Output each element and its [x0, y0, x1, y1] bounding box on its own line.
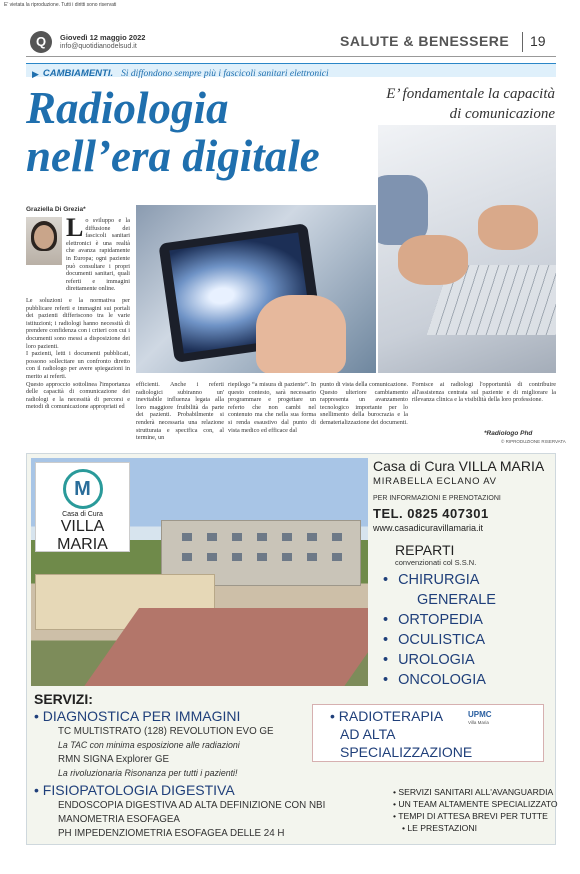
list-item: • TEMPI DI ATTESA BREVI PER TUTTE [393, 810, 558, 822]
subhead-line: di comunicazione [449, 106, 555, 122]
keyboard-photo [378, 125, 556, 373]
list-item: • OCULISTICA [383, 630, 496, 650]
dropcap: L [66, 213, 84, 242]
list-item: • ONCOLOGIA [383, 670, 496, 690]
service-item: RMN SIGNA Explorer GE [58, 754, 170, 765]
article-paragraph: Questo approccio sottolinea l'importanza delle capacità di comunicazione dei radiologi e la necessità di percorsi e metodi di comunicazione appropriati ed [26, 380, 130, 411]
author-signature: *Radiologo Phd [484, 430, 533, 437]
service-note: La TAC con minima esposizione alle radiazioni [58, 740, 240, 750]
service-heading-text: DIAGNOSTICA PER IMMAGINI [42, 708, 241, 724]
rights-note: © RIPRODUZIONE RISERVATA [501, 439, 566, 444]
logo-mark: M [63, 469, 103, 509]
upmc-subtitle: Villa Maria [468, 720, 489, 725]
divider [26, 56, 556, 57]
service-item: ENDOSCOPIA DIGESTIVA AD ALTA DEFINIZIONE CON NBI [58, 800, 326, 811]
article-subhead [370, 84, 555, 124]
issue-date: Giovedì 12 maggio 2022 [60, 33, 146, 42]
article-paragraph: Le soluzioni e la normativa per pubblicare referti e immagini sui portali dei pazienti differiscono tra le varie istituzioni; i radiologi hanno necessità di prendere confidenza con i criteri con cui i documenti sono messi a disposizione dei loro pazienti. [26, 297, 130, 350]
service-item: TC MULTISTRATO (128) REVOLUTION EVO GE [58, 726, 274, 737]
article-paragraph: o sviluppo e la diffusione dei fascicoli sanitari elettronici è una realtà che avanza rapidamente in Europa; ogni paziente può consultare i propri documenti sanitari, quali referti e immagini direttamente online. [66, 217, 130, 293]
clinic-name: Casa di Cura VILLA MARIA [373, 458, 545, 474]
website-link[interactable]: www.casadicuravillamaria.it [373, 523, 484, 533]
list-item: • UN TEAM ALTAMENTE SPECIALIZZATO [393, 798, 558, 810]
copyright-note: E' vietata la riproduzione. Tutti i diritti sono riservati [4, 2, 117, 8]
list-item: • LE PRESTAZIONI [402, 822, 558, 834]
servizi-title: SERVIZI: [34, 691, 93, 707]
headline-line: Radiologia [26, 83, 229, 133]
features-list [393, 786, 558, 834]
service-item: MANOMETRIA ESOFAGEA [58, 814, 180, 825]
list-item: • CHIRURGIA [383, 570, 496, 590]
article-column-1 [26, 297, 130, 411]
kicker-label: CAMBIAMENTI. [42, 68, 114, 79]
contact-email[interactable]: info@quotidianodelsud.it [60, 43, 137, 50]
xray-tablet-photo [136, 205, 376, 373]
logo-big-text: VILLA MARIA [57, 518, 108, 553]
headline-line: nell’era digitale [26, 131, 320, 181]
clinic-photo [31, 458, 368, 686]
reparti-list [383, 570, 496, 690]
logo-small-text: Casa di Cura [62, 511, 103, 518]
triangle-icon: ▶ [32, 69, 39, 79]
radio-line: • RADIOTERAPIA [330, 708, 444, 724]
clinic-location: MIRABELLA ECLANO AV [373, 476, 497, 487]
article-headline [26, 84, 386, 180]
article-paragraph: I pazienti, letti i documenti pubblicati, possono sollecitare un confronto diretto con il radiologo per avere spiegazioni in merito ai referti. [26, 350, 130, 380]
kicker-bar [26, 63, 556, 77]
service-note: La rivoluzionaria Risonanza per tutti i pazienti! [58, 768, 238, 778]
radio-line: SPECIALIZZAZIONE [340, 744, 473, 760]
service-heading: • FISIOPATOLOGIA DIGESTIVA [34, 782, 235, 798]
radio-line: AD ALTA [340, 726, 396, 742]
newspaper-logo: Q [30, 31, 52, 53]
list-item: • SERVIZI SANITARI ALL'AVANGUARDIA [393, 786, 558, 798]
reparti-subtitle: convenzionati col S.S.N. [395, 558, 477, 567]
article-column-2: efficienti. Anche i referti radiologici subiranno un' inevitabile influenza legata alla loro maggiore fruibilità da parte dei pazienti. Probabilmente si renderà necessaria una relazione strutturata e specifica con, al termine, un [136, 381, 224, 442]
phone-number[interactable]: TEL. 0825 407301 [373, 506, 489, 521]
article-column-3: riepilogo “a misura di paziente”. In questo contesto, sarà necessario programmare e progettare un referto che non cambi nel contenuto ma che nella sua forma si renda esaustivo dal punto di vista medico ed efficace dal [228, 381, 316, 434]
author-name: Graziella Di Grezia* [26, 206, 86, 213]
info-label: PER INFORMAZIONI E PRENOTAZIONI [373, 495, 501, 502]
upmc-logo: UPMC [468, 710, 492, 719]
kicker-text: Si diffondono sempre più i fascicoli sanitari elettronici [121, 69, 329, 79]
page-number: 19 [530, 33, 546, 49]
reparti-title: REPARTI [395, 542, 455, 558]
list-item: GENERALE [417, 592, 496, 608]
divider [522, 32, 523, 52]
service-item: PH IMPEDENZIOMETRIA ESOFAGEA DELLE 24 H [58, 828, 285, 839]
service-heading-text: FISIOPATOLOGIA DIGESTIVA [42, 782, 235, 798]
subhead-line: E’ fondamentale la capacità [386, 86, 555, 102]
service-heading: • DIAGNOSTICA PER IMMAGINI [34, 708, 241, 724]
list-item: • ORTOPEDIA [383, 610, 496, 630]
author-photo [26, 217, 62, 265]
radiotherapy-text [330, 707, 472, 761]
article-column-5: Fornisce ai radiologi l'opportunità di contribuire all'assistenza centrata sul paziente e di migliorare la rilevanza clinica e la visibilità della loro professione. [412, 381, 556, 404]
list-item: • UROLOGIA [383, 650, 496, 670]
article-column-1-top [66, 213, 130, 293]
radio-line-text: RADIOTERAPIA [338, 708, 444, 724]
article-column-4: punto di vista della comunicazione. Questo ulteriore cambiamento rappresenta un avanzamento tecnologico importante per lo snellimento della burocrazia e la dematerializzazione dei documenti. [320, 381, 408, 426]
clinic-logo [35, 462, 130, 552]
section-title: SALUTE & BENESSERE [340, 33, 510, 49]
